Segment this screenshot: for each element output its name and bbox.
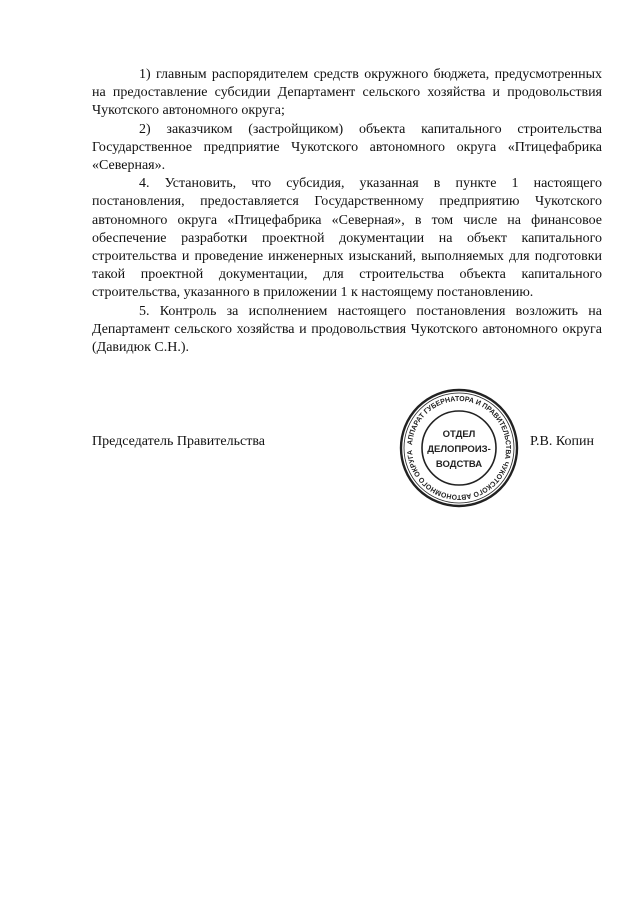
signature-title: Председатель Правительства — [92, 434, 265, 449]
stamp-ring-text: АППАРАТ ГУБЕРНАТОРА И ПРАВИТЕЛЬСТВА ЧУКОТСКОГО АВТОНОМНОГО ОКРУГА — [404, 393, 514, 503]
stamp-center-line-2: ДЕЛОПРОИЗ- — [427, 444, 491, 455]
stamp-center-line-3: ВОДСТВА — [435, 459, 483, 470]
paragraph-3: 4. Установить, что субсидия, указанная в пункте 1 настоящего постановления, предоставляется Государственному предприятию Чукотского автономного округа «Птицефабрика «Северная», в том числе на финансовое обеспечение разработки проектной документации на объект капитального строительства и проведение инженерных изысканий, выполняемых для подготовки такой проектной документации, для строительства объекта капитального строительства, указанного в приложении 1 к настоящему постановлению. — [92, 176, 602, 301]
paragraph-4: 5. Контроль за исполнением настоящего постановления возложить на Департамент сельского хозяйства и продовольствия Чукотского автономного округа (Давидюк С.Н.). — [92, 303, 602, 356]
paragraph-2: 2) заказчиком (застройщиком) объекта капитального строительства Государственное предприятие Чукотского автономного округа «Птицефабрика «Северная». — [92, 121, 602, 174]
signatory-name: Р.В. Копин — [530, 434, 594, 449]
official-stamp — [398, 387, 520, 509]
stamp-center-line-1: ОТДЕЛ — [442, 429, 476, 440]
stamp-graphic — [398, 387, 520, 509]
body-text — [92, 66, 602, 357]
paragraph-1: 1) главным распорядителем средств окружного бюджета, предусмотренных на предоставление субсидии Департамент сельского хозяйства и продовольствия Чукотского автономного округа; — [92, 67, 602, 119]
